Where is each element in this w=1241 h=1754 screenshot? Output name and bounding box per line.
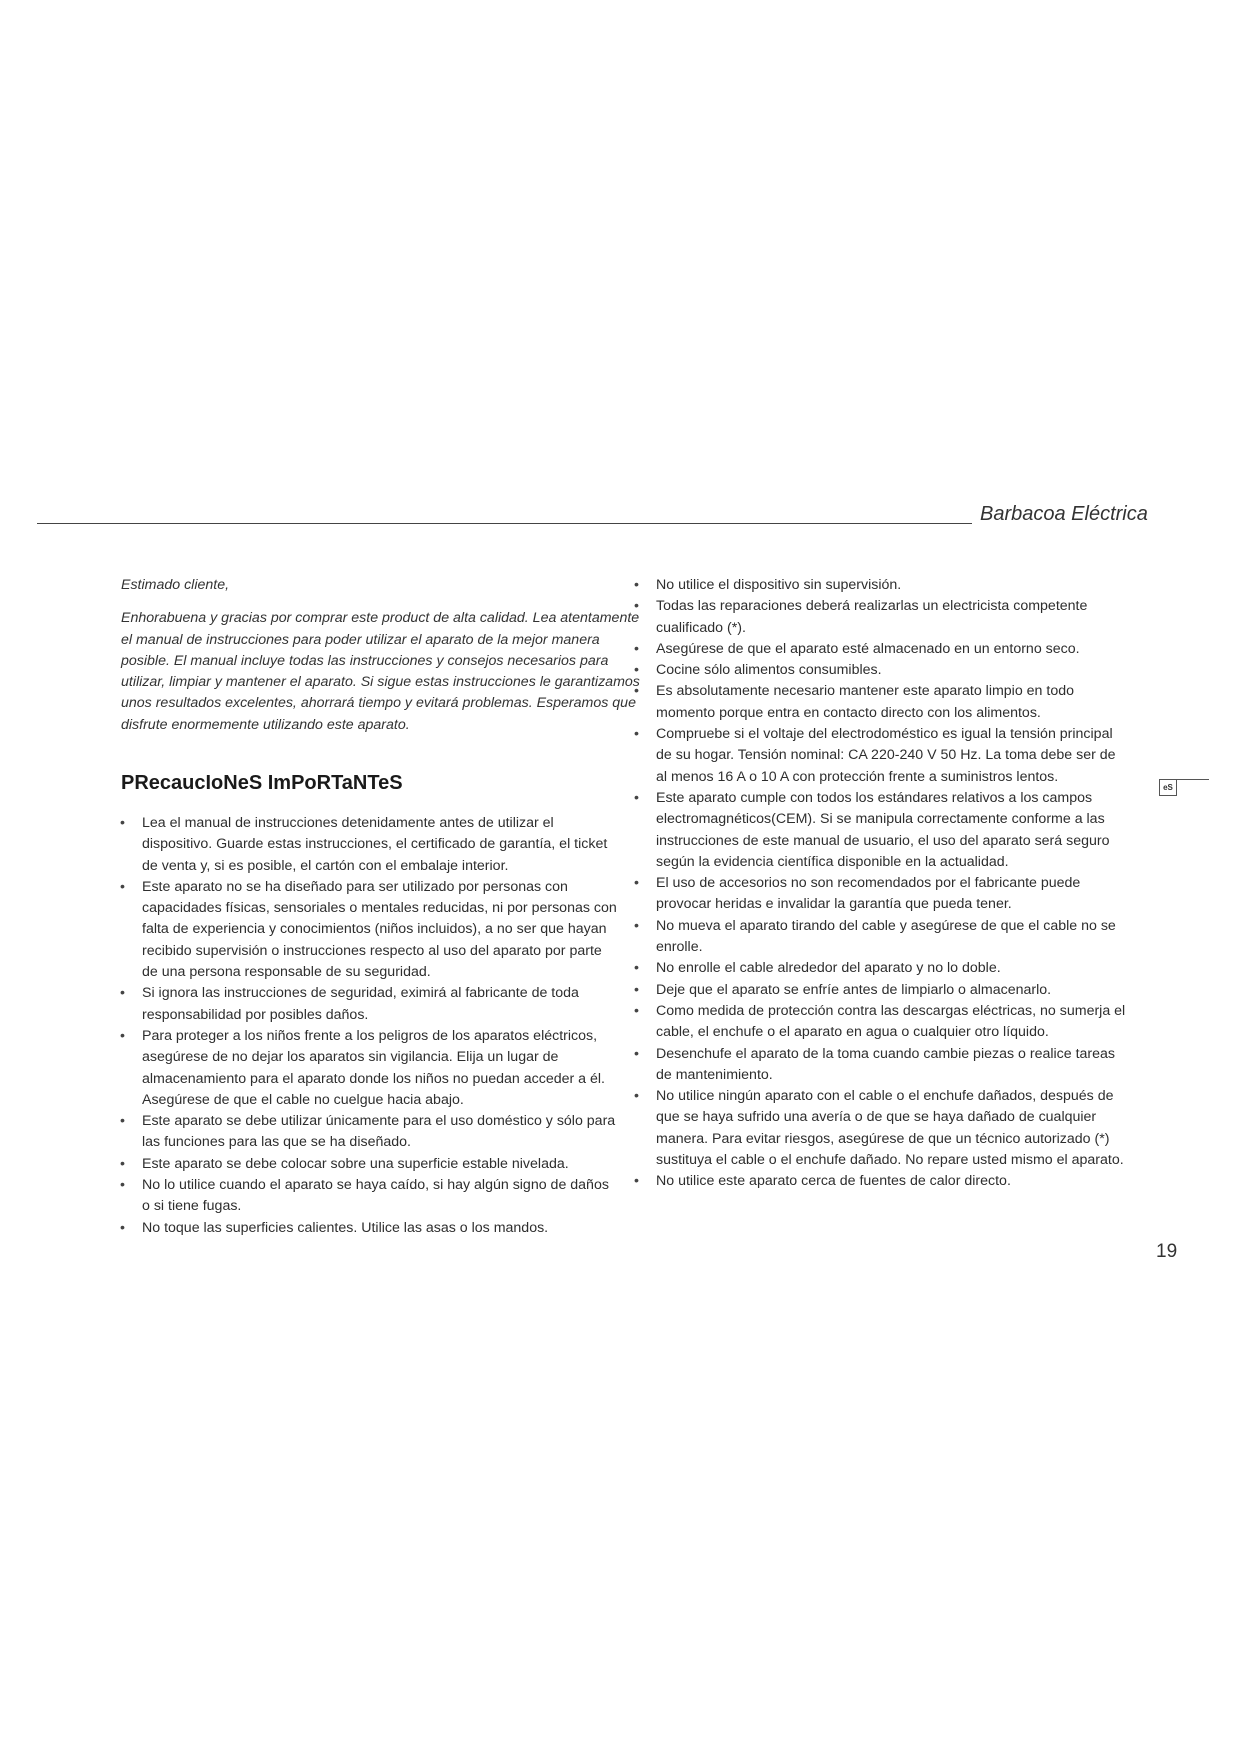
list-item: • Lea el manual de instrucciones detenidamente antes de utilizar el dispositivo. Guarde estas instrucciones, el certificado de garantía, el ticket de venta y, si es posible, el cartón con el embalaje interior. — [120, 813, 620, 877]
list-item: • No utilice ningún aparato con el cable o el enchufe dañados, después de que se haya sufrido una avería o de que se haya dañado de cualquier manera. Para evitar riesgos, asegúrese de que un técnico autorizado (*) sustituya el cable o el enchufe dañado. No repare usted mismo el aparato. — [634, 1086, 1129, 1171]
right-column — [634, 575, 1129, 1193]
list-item: • Es absolutamente necesario mantener este aparato limpio en todo momento porque entra en contacto directo con los alimentos. — [634, 681, 1129, 724]
precautions-list-left — [120, 813, 620, 1239]
section-title: PRecaucIoNeS ImPoRTaNTeS — [121, 772, 403, 794]
list-item: • Este aparato cumple con todos los estándares relativos a los campos electromagnéticos(CEM). Si se manipula correctamente conforme a las instrucciones de este manual de usuario, el uso del aparato será seguro según la evidencia científica disponible en la actualidad. — [634, 788, 1129, 873]
list-item: • Compruebe si el voltaje del electrodoméstico es igual la tensión principal de su hogar. Tensión nominal: CA 220-240 V 50 Hz. La toma debe ser de al menos 16 A o 10 A con protección frente a suministros lentos. — [634, 724, 1129, 788]
left-column — [120, 813, 620, 1239]
list-item: • Para proteger a los niños frente a los peligros de los aparatos eléctricos, asegúrese de no dejar los aparatos sin vigilancia. Elija un lugar de almacenamiento para el aparato donde los niños no puedan acceder a él. Asegúrese de que el cable no cuelgue hacia abajo. — [120, 1026, 620, 1111]
page-number: 19 — [1156, 1241, 1178, 1262]
list-item: • Desenchufe el aparato de la toma cuando cambie piezas o realice tareas de mantenimiento. — [634, 1044, 1129, 1087]
language-tab: eS — [1159, 779, 1177, 796]
list-item: • Este aparato se debe utilizar únicamente para el uso doméstico y sólo para las funciones para las que se ha diseñado. — [120, 1111, 620, 1154]
list-item: • Deje que el aparato se enfríe antes de limpiarlo o almacenarlo. — [634, 980, 1129, 1001]
list-item: • Todas las reparaciones deberá realizarlas un electricista competente cualificado (*). — [634, 596, 1129, 639]
list-item: • Este aparato no se ha diseñado para ser utilizado por personas con capacidades físicas, sensoriales o mentales reducidas, ni por personas con falta de experiencia y conocimientos (niños incluidos), a no ser que hayan recibido supervisión o instrucciones respecto al uso del aparato por parte de una persona responsable de su seguridad. — [120, 877, 620, 983]
list-item: • No mueva el aparato tirando del cable y asegúrese de que el cable no se enrolle. — [634, 916, 1129, 959]
list-item: • El uso de accesorios no son recomendados por el fabricante puede provocar heridas e invalidar la garantía que pueda tener. — [634, 873, 1129, 916]
language-tab-rule — [1177, 779, 1209, 780]
list-item: • No lo utilice cuando el aparato se haya caído, si hay algún signo de daños o si tiene fugas. — [120, 1175, 620, 1218]
list-item: • Si ignora las instrucciones de seguridad, eximirá al fabricante de toda responsabilidad por posibles daños. — [120, 983, 620, 1026]
header-rule — [37, 523, 972, 524]
list-item: • Asegúrese de que el aparato esté almacenado en un entorno seco. — [634, 639, 1129, 660]
list-item: • Cocine sólo alimentos consumibles. — [634, 660, 1129, 681]
list-item: • Este aparato se debe colocar sobre una superficie estable nivelada. — [120, 1154, 620, 1175]
list-item: • Como medida de protección contra las descargas eléctricas, no sumerja el cable, el enchufe o el aparato en agua o cualquier otro líquido. — [634, 1001, 1129, 1044]
list-item: • No toque las superficies calientes. Utilice las asas o los mandos. — [120, 1218, 620, 1239]
running-header-title: Barbacoa Eléctrica — [980, 503, 1148, 525]
intro-body: Enhorabuena y gracias por comprar este product de alta calidad. Lea atentamente el manual de instrucciones para poder utilizar el aparato de la mejor manera posible. El manual incluye todas las instrucciones y consejos necesarios para utilizar, limpiar y mantener el aparato. Si sigue estas instrucciones le garantizamos unos resultados excelentes, ahorrará tiempo y evitará problemas. Esperamos que disfrute enormemente utilizando este aparato. — [121, 610, 640, 733]
intro-greeting: Estimado cliente, — [121, 577, 230, 593]
list-item: • No utilice este aparato cerca de fuentes de calor directo. — [634, 1171, 1129, 1192]
list-item: • No utilice el dispositivo sin supervisión. — [634, 575, 1129, 596]
list-item: • No enrolle el cable alrededor del aparato y no lo doble. — [634, 958, 1129, 979]
precautions-list-right — [634, 575, 1129, 1193]
intro-block — [121, 575, 641, 748]
